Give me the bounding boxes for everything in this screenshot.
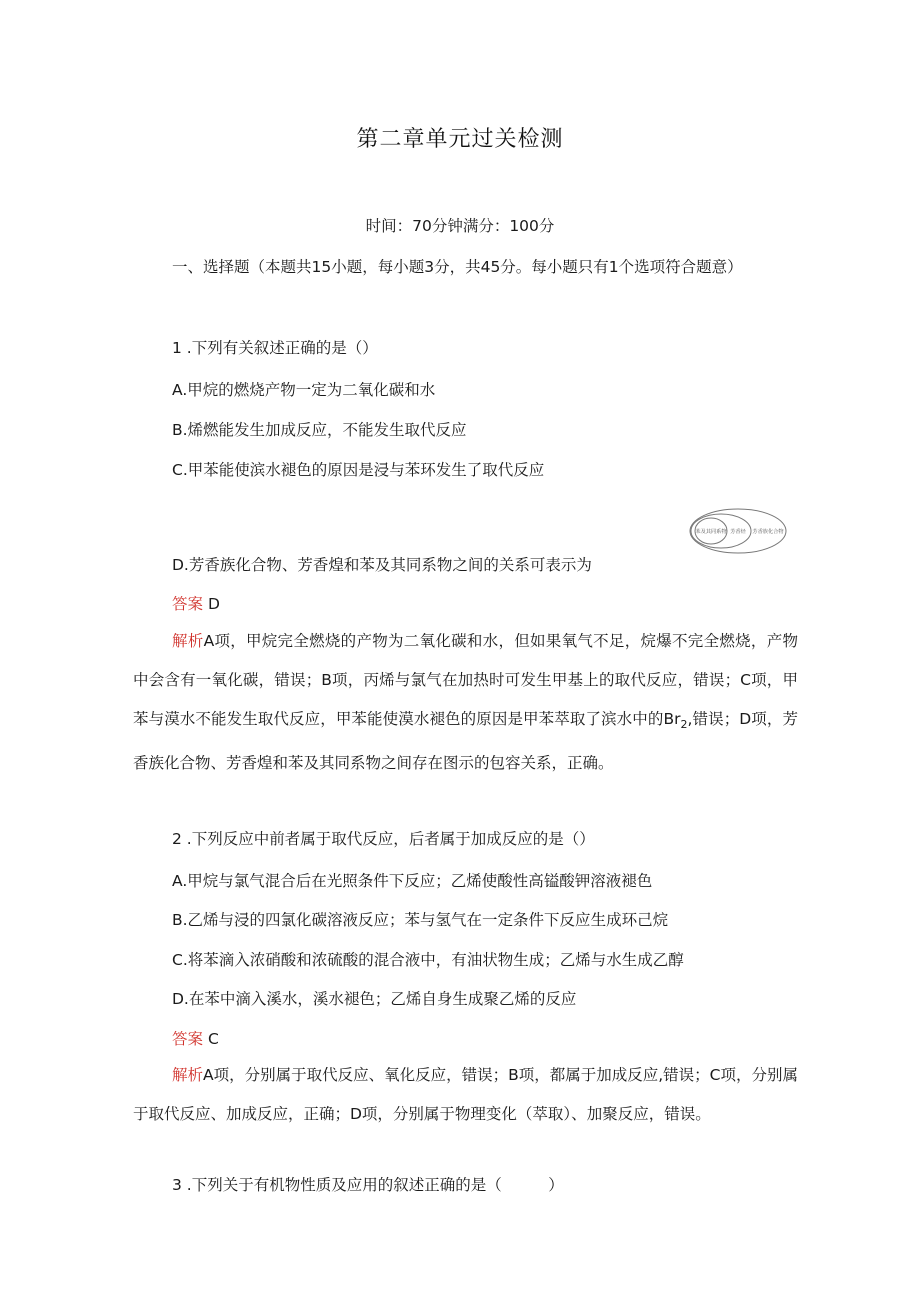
question-1-stem: 1 .下列有关叙述正确的是（） (172, 339, 378, 357)
analysis-text: A项，分别属于取代反应、氧化反应，错误；B项，都属于加成反应,错误；C项，分别属于取代反应、加成反应，正确；D项，分别属于物理变化（萃取）、加聚反应，错误。 (133, 1066, 799, 1123)
answer-label: 答案 (172, 1030, 204, 1048)
analysis-label: 解析 (172, 1066, 204, 1084)
question-2-stem: 2 .下列反应中前者属于取代反应，后者属于加成反应的是（） (172, 830, 595, 848)
analysis-text-2: ,错误；D项，芳香族化合物、芳香煌和苯及其同系物之间存在图示的包容关系，正确。 (133, 710, 798, 773)
answer-label: 答案 (172, 595, 204, 613)
question-1-option-c: C.甲苯能使滨水褪色的原因是浸与苯环发生了取代反应 (172, 461, 545, 479)
question-2-answer (172, 1027, 219, 1049)
question-2-analysis (133, 1056, 798, 1134)
question-1-analysis (133, 622, 798, 783)
page-title: 第二章单元过关检测 (356, 127, 564, 152)
question-1-answer (172, 592, 220, 614)
question-1-option-b: B.烯燃能发生加成反应，不能发生取代反应 (172, 421, 467, 439)
question-2-option-b: B.乙烯与浸的四氯化碳溶液反应；苯与氢气在一定条件下反应生成环己烷 (172, 911, 669, 929)
middle-label: 芳香烃 (730, 529, 746, 535)
section-heading: 一、选择题（本题共15小题，每小题3分，共45分。每小题只有1个选项符合题意） (172, 258, 743, 276)
answer-value: D (207, 595, 220, 613)
question-1-option-d: D.芳香族化合物、芳香煌和苯及其同系物之间的关系可表示为 (172, 556, 592, 574)
answer-value: C (207, 1030, 219, 1048)
outer-label: 芳香族化合物 (752, 529, 784, 535)
analysis-text-1: A项，甲烷完全燃烧的产物为二氧化碳和水，但如果氧气不足，烷爆不完全燃烧，产物中会含有一氧化碳，错误；B项，丙烯与氯气在加热时可发生甲基上的取代反应，错误；C项，甲苯与漠水不能发生取代反应，甲苯能使漠水褪色的原因是甲苯萃取了滨水中的 (133, 632, 798, 728)
inner-label: 苯及其同系物 (695, 529, 727, 535)
question-2-option-a: A.甲烷与氯气混合后在光照条件下反应；乙烯使酸性高镒酸钾溶液褪色 (172, 872, 653, 890)
analysis-formula: $Br_2$ (663, 710, 688, 732)
inclusion-diagram (688, 506, 788, 556)
time-info: 时间：70分钟满分：100分 (365, 217, 555, 235)
question-2-option-c: C.将苯滴入浓硝酸和浓硫酸的混合液中，有油状物生成；乙烯与水生成乙醇 (172, 951, 684, 969)
question-1-option-a: A.甲烷的燃烧产物一定为二氧化碳和水 (172, 381, 436, 399)
analysis-label: 解析 (172, 632, 204, 650)
question-2-option-d: D.在苯中滴入溪水，溪水褪色；乙烯自身生成聚乙烯的反应 (172, 990, 577, 1008)
question-3-stem: 3 .下列关于有机物性质及应用的叙述正确的是（ ） (172, 1176, 564, 1194)
